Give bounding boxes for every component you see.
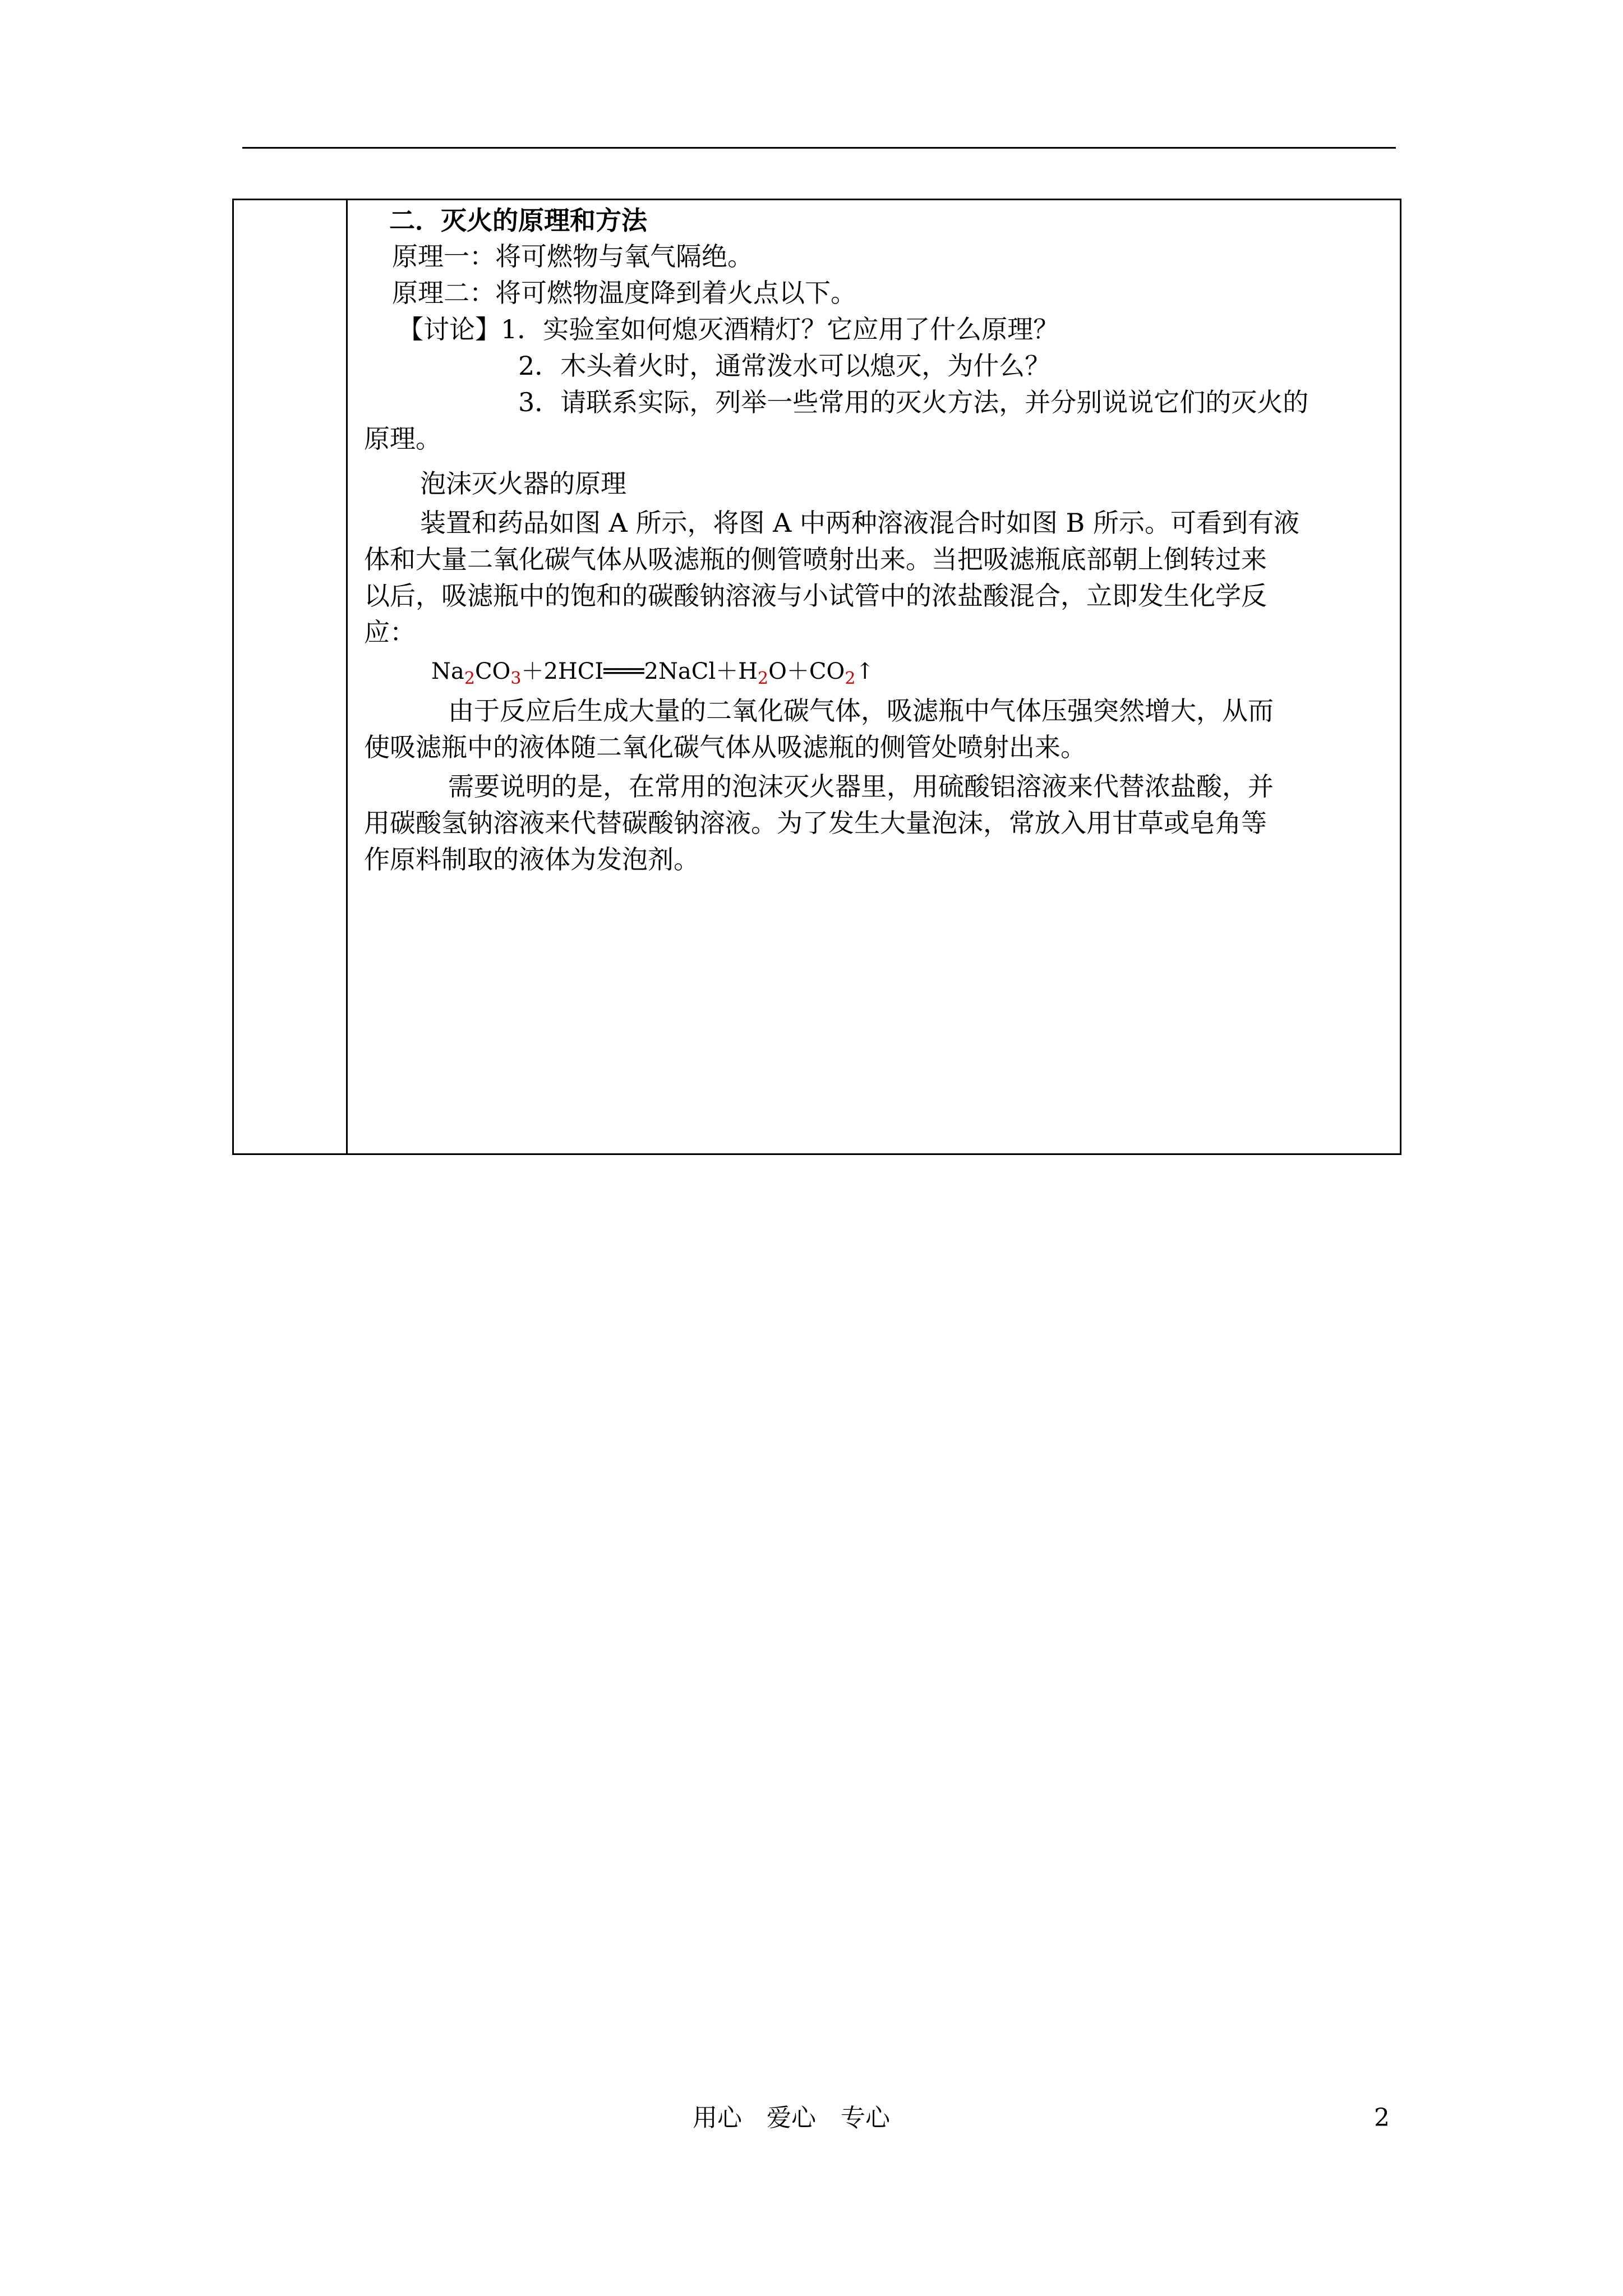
paragraph-line: 体和大量二氧化碳气体从吸滤瓶的侧管喷射出来。当把吸滤瓶底部朝上倒转过来 [364, 544, 1267, 574]
discussion-q3-line2: 原理。 [364, 424, 441, 454]
section-title: 二．灭火的原理和方法 [389, 205, 647, 236]
eq-hcl: ＋2HCI [521, 659, 604, 684]
eq-co-subscript: 3 [510, 669, 522, 688]
eq-gas-arrow: ↑ [855, 659, 874, 684]
discussion-q2: 2．木头着火时，通常泼水可以熄灭，为什么？ [518, 351, 1051, 381]
eq-sign: ═══ [603, 659, 644, 684]
discussion-question-1: 1．实验室如何熄灭酒精灯？它应用了什么原理？ [501, 314, 1059, 344]
foam-extinguisher-title: 泡沫灭火器的原理 [420, 468, 626, 499]
discussion-label: 【讨论】 [398, 314, 501, 344]
principle-1: 原理一：将可燃物与氧气隔绝。 [392, 241, 753, 272]
paragraph-line: 使吸滤瓶中的液体随二氧化碳气体从吸滤瓶的侧管处喷射出来。 [364, 732, 1086, 762]
eq-co: CO [474, 659, 511, 684]
eq-o-co: O＋CO [768, 659, 845, 684]
eq-nacl: 2NaCl＋H [644, 659, 758, 684]
column-divider [346, 200, 348, 1153]
discussion-q1 [398, 312, 1059, 346]
header-rule [242, 147, 1396, 149]
paragraph-line: 装置和药品如图 A 所示，将图 A 中两种溶液混合时如图 B 所示。可看到有液 [420, 508, 1299, 538]
paragraph-line: 以后，吸滤瓶中的饱和的碳酸钠溶液与小试管中的浓盐酸混合，立即发生化学反 [364, 581, 1267, 611]
page-number: 2 [1374, 2104, 1390, 2132]
paragraph-line: 需要说明的是，在常用的泡沫灭火器里，用硫酸铝溶液来代替浓盐酸，并 [448, 771, 1274, 802]
lesson-table [232, 199, 1401, 1155]
eq-h-subscript: 2 [758, 669, 769, 688]
paragraph-line: 应： [364, 617, 416, 647]
eq-na: Na [431, 659, 464, 684]
eq-na-subscript: 2 [464, 669, 475, 688]
paragraph-line: 作原料制取的液体为发泡剂。 [364, 844, 699, 875]
footer-motto: 用心 爱心 专心 [693, 2104, 890, 2132]
eq-co2-subscript: 2 [845, 669, 856, 688]
paragraph-line: 由于反应后生成大量的二氧化碳气体，吸滤瓶中气体压强突然增大，从而 [448, 696, 1274, 726]
principle-2: 原理二：将可燃物温度降到着火点以下。 [392, 278, 856, 308]
chemical-equation [431, 655, 874, 688]
paragraph-line: 用碳酸氢钠溶液来代替碳酸钠溶液。为了发生大量泡沫，常放入用甘草或皂角等 [364, 808, 1267, 838]
discussion-q3-line1: 3．请联系实际，列举一些常用的灭火方法，并分别说说它们的灭火的 [518, 387, 1309, 417]
